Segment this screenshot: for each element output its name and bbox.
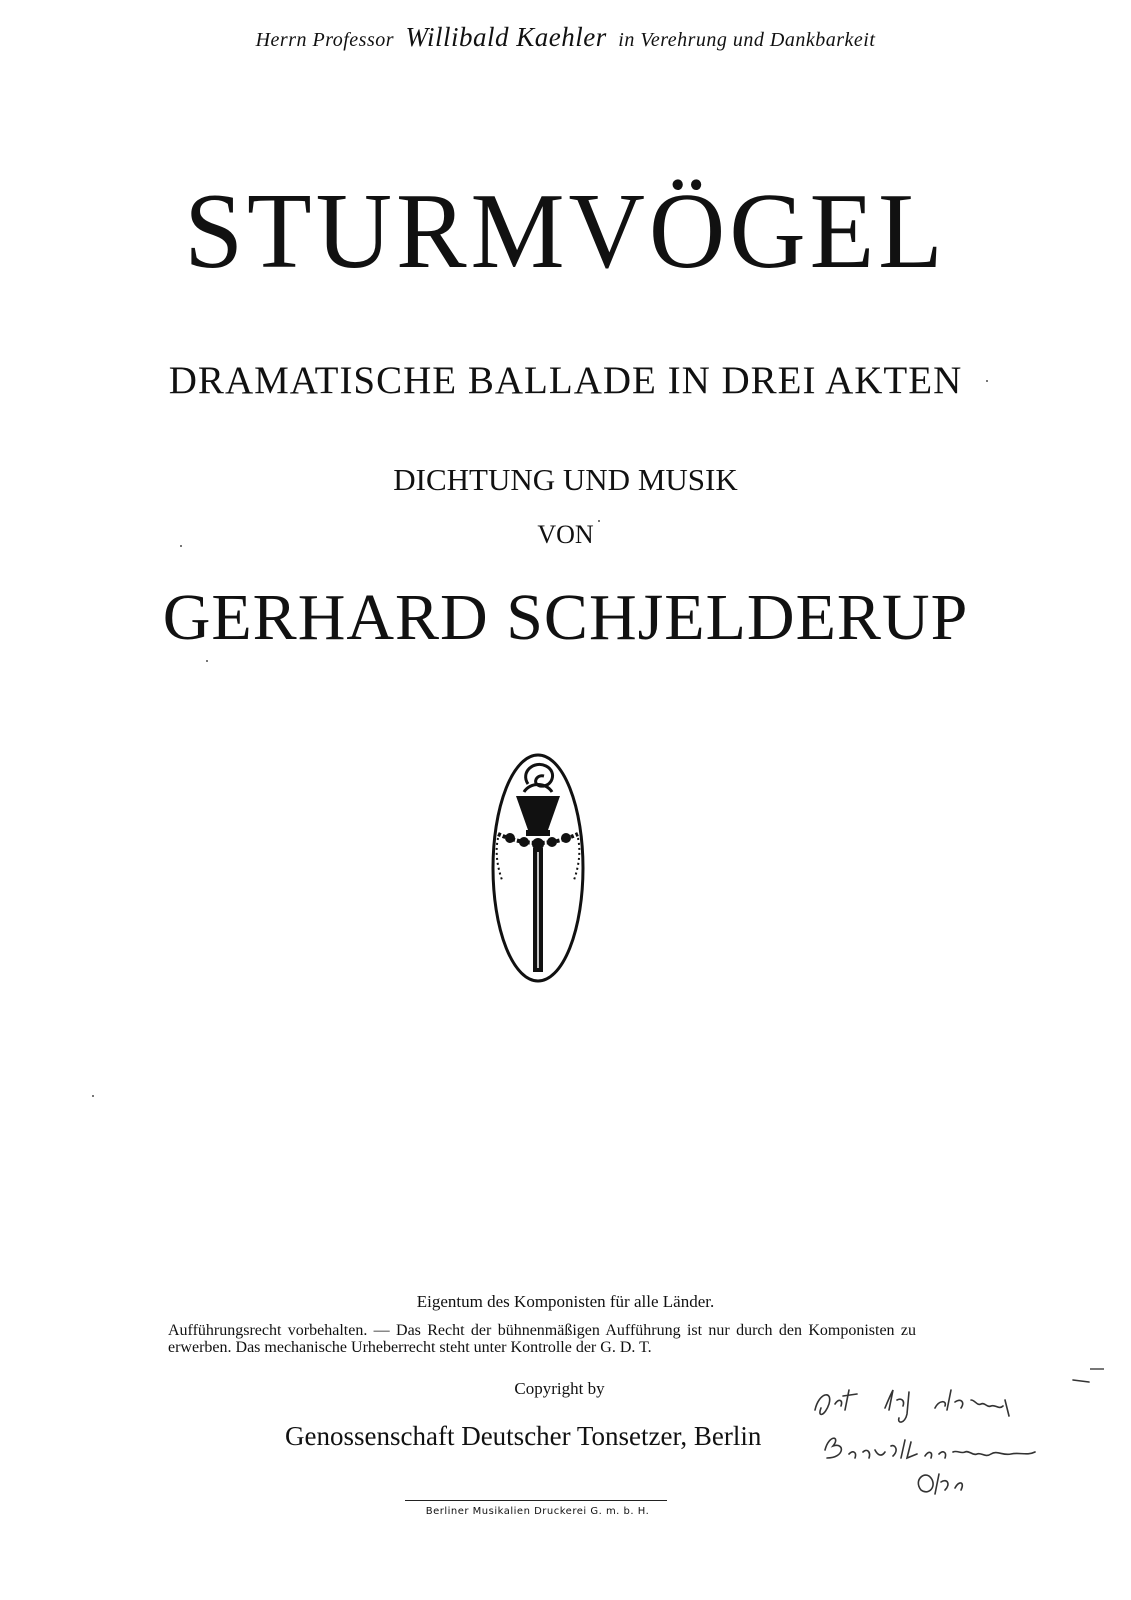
torch-emblem-icon [490,752,586,984]
scan-speck [986,380,988,382]
dedication-suffix: in Verehrung und Dankbarkeit [618,29,876,51]
scan-speck [1090,1368,1104,1370]
scan-speck [180,545,182,547]
work-title: STURMVÖGEL [184,172,947,291]
dedication-line [0,22,1131,53]
rights-notice: Aufführungsrecht vorbehalten. — Das Recht der bühnenmäßigen Aufführung ist nur durch den Komponisten zu erwerben. Das mechanische Urheberrecht steht unter Kontrolle der G. D. T. [168,1322,916,1356]
scan-speck [206,660,208,662]
scan-speck [598,520,600,522]
divider-rule [405,1500,667,1501]
handwritten-note-icon [805,1370,1095,1510]
printer-credit: Berliner Musikalien Druckerei G. m. b. H. [425,1506,650,1517]
credit-line: DICHTUNG UND MUSIK [393,462,738,497]
copyright-label: Copyright by [514,1379,605,1398]
rights-heading: Eigentum des Komponisten für alle Länder. [416,1292,715,1311]
publisher-name: Genossenschaft Deutscher Tonsetzer, Berlin [285,1421,762,1451]
dedication-prefix: Herrn Professor [255,29,395,51]
scan-speck [92,1095,94,1097]
composer-name: GERHARD SCHJELDERUP [162,581,969,654]
dedication-name: Willibald Kaehler [405,22,607,52]
credit-by: VON [537,520,594,549]
work-subtitle: DRAMATISCHE BALLADE IN DREI AKTEN [168,359,963,402]
